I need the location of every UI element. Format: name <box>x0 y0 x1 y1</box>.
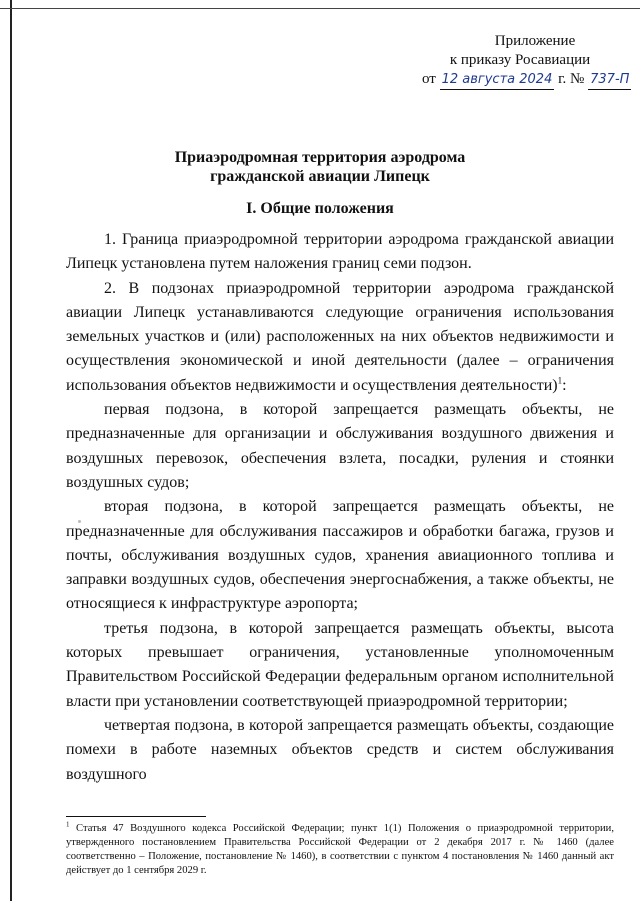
order-date-line <box>422 70 630 90</box>
section-heading: I. Общие положения <box>246 200 394 217</box>
number-prefix: г. № <box>558 71 585 87</box>
document-title-line1: Приаэродромная территория аэродрома <box>174 149 466 166</box>
footnote-separator <box>66 816 206 817</box>
subzone-1-paragraph: первая подзона, в которой запрещается размещать объекты, не предназначенные для организации и обслуживания воздушного движения и воздушных перевозок, обеспечения взлета, посадки, руления и стоянки воздушных судов; <box>66 401 614 491</box>
footnote-text: Статья 47 Воздушного кодекса Российской Федерации; пункт 1(1) Положения о приаэродромной территории, утвержденного постановлением Правительства Российской Федерации от 2 декабря 2017 г. № 1460 (далее соответственно – Положение, постановление № 1460), в соответствии с пунктом 4 постановления № 1460 данный акт действует до 1 сентября 2029 г. <box>66 823 615 876</box>
scan-edge-left <box>10 0 12 901</box>
date-prefix: от <box>422 71 436 87</box>
subzone-4-paragraph: четвертая подзона, в которой запрещается размещать объекты, создающие помехи в работе наземных объектов средств и систем обслуживания воздушного <box>66 716 614 783</box>
footnote-ref: 1 <box>557 375 563 386</box>
document-body <box>66 228 614 787</box>
paragraph-2-suffix: : <box>562 376 567 394</box>
footnote-marker: 1 <box>66 820 70 829</box>
paragraph-2-text: 2. В подзонах приаэродромной территории аэродрома гражданской авиации Липецк устанавливаются следующие ограничения использования земельных участков и (или) расположенных на них объектов недвижимости и осуществления экономической и иной деятельности (далее – ограничения использования объектов недвижимости и осуществления деятельности) <box>66 279 614 394</box>
appendix-header <box>410 32 630 90</box>
appendix-label: Приложение <box>494 33 576 49</box>
order-date-handwritten: 12 августа 2024 <box>440 70 555 90</box>
paragraph-2 <box>66 277 614 398</box>
scan-edge-top <box>0 8 640 9</box>
order-reference: к приказу Росавиации <box>449 52 591 68</box>
subzone-3-paragraph: третья подзона, в которой запрещается размещать объекты, высота которых превышает ограничения, установленные уполномоченным Правительством Российской Федерации федеральным органом исполнительной власти при установлении соответствующей приаэродромной территории; <box>66 619 614 710</box>
footnote <box>66 822 614 878</box>
paragraph-1: 1. Граница приаэродромной территории аэродрома гражданской авиации Липецк установлена путем наложения границ семи подзон. <box>66 231 614 273</box>
document-title-line2: гражданской авиации Липецк <box>210 168 430 185</box>
order-number-handwritten: 737-П <box>588 70 631 90</box>
subzone-2-paragraph: вторая подзона, в которой запрещается размещать объекты, не предназначенные для обслуживания пассажиров и обработки багажа, грузов и почты, обслуживания воздушных судов, хранения авиационного топлива и заправки воздушных судов, обеспечения энергоснабжения, а также объекты, не относящиеся к инфраструктуре аэропорта; <box>66 498 614 613</box>
scan-speck <box>78 520 81 523</box>
